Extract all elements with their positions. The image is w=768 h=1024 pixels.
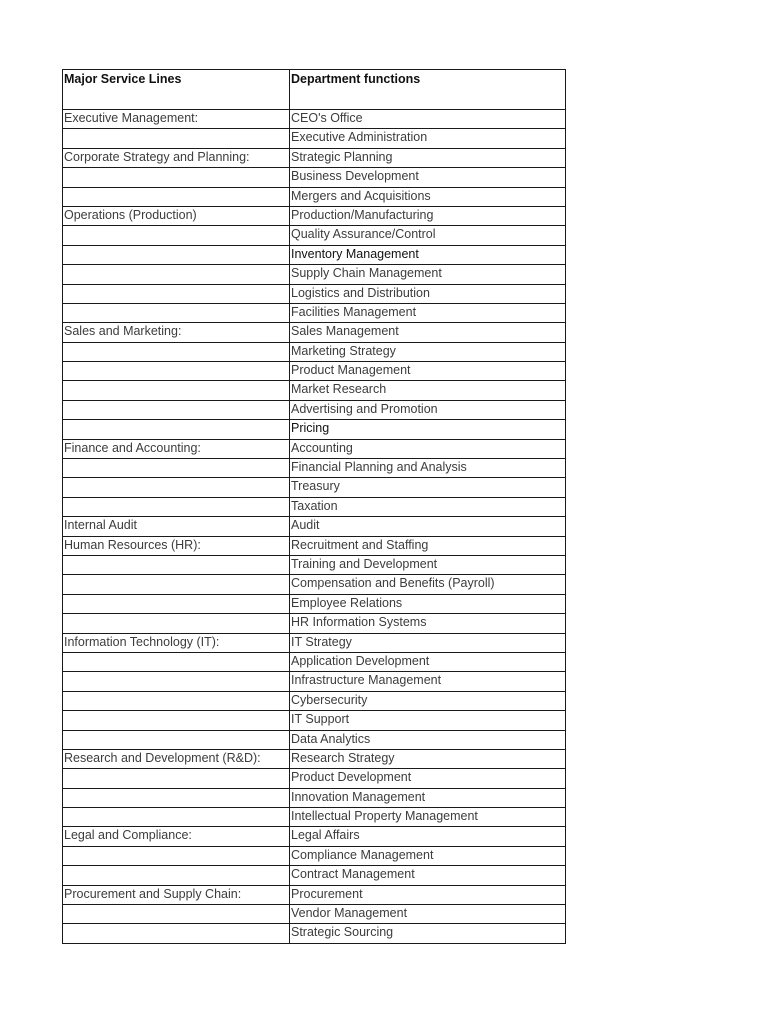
- service-line-cell: [63, 459, 290, 478]
- department-function-cell: Product Management: [290, 362, 566, 381]
- service-line-cell: [63, 303, 290, 322]
- table-row: [63, 808, 566, 827]
- table-row: [63, 536, 566, 555]
- service-line-cell: [63, 691, 290, 710]
- service-line-cell: [63, 846, 290, 865]
- service-line-cell: Internal Audit: [63, 517, 290, 536]
- table-row: [63, 517, 566, 536]
- table-row: [63, 672, 566, 691]
- department-function-cell: Business Development: [290, 168, 566, 187]
- department-function-cell: Taxation: [290, 497, 566, 516]
- table-row: [63, 284, 566, 303]
- table-row: [63, 478, 566, 497]
- table-row: [63, 866, 566, 885]
- department-function-cell: IT Strategy: [290, 633, 566, 652]
- department-function-cell: Accounting: [290, 439, 566, 458]
- service-line-cell: [63, 788, 290, 807]
- service-line-cell: [63, 711, 290, 730]
- service-line-cell: [63, 245, 290, 264]
- header-row: [63, 70, 566, 110]
- service-line-cell: Finance and Accounting:: [63, 439, 290, 458]
- department-function-cell: Facilities Management: [290, 303, 566, 322]
- department-function-cell: Application Development: [290, 652, 566, 671]
- table-row: [63, 691, 566, 710]
- service-line-cell: Research and Development (R&D):: [63, 749, 290, 768]
- department-function-cell: Quality Assurance/Control: [290, 226, 566, 245]
- service-line-cell: [63, 672, 290, 691]
- service-line-cell: Procurement and Supply Chain:: [63, 885, 290, 904]
- department-function-cell: Vendor Management: [290, 905, 566, 924]
- service-line-cell: [63, 420, 290, 439]
- table-row: [63, 769, 566, 788]
- department-function-cell: Treasury: [290, 478, 566, 497]
- department-function-cell: Intellectual Property Management: [290, 808, 566, 827]
- service-line-cell: [63, 594, 290, 613]
- table-row: [63, 594, 566, 613]
- table-row: [63, 265, 566, 284]
- table-row: [63, 381, 566, 400]
- service-line-cell: Executive Management:: [63, 110, 290, 129]
- department-function-cell: Mergers and Acquisitions: [290, 187, 566, 206]
- table-row: [63, 497, 566, 516]
- department-function-cell: Recruitment and Staffing: [290, 536, 566, 555]
- service-line-cell: Human Resources (HR):: [63, 536, 290, 555]
- service-line-cell: [63, 478, 290, 497]
- department-function-cell: Marketing Strategy: [290, 342, 566, 361]
- service-line-cell: [63, 129, 290, 148]
- service-line-cell: [63, 555, 290, 574]
- table-row: [63, 110, 566, 129]
- service-line-cell: Operations (Production): [63, 206, 290, 225]
- service-line-cell: [63, 187, 290, 206]
- service-line-cell: [63, 614, 290, 633]
- table-row: [63, 129, 566, 148]
- header-department-functions: Department functions: [290, 70, 566, 110]
- service-line-cell: [63, 924, 290, 943]
- department-function-cell: Procurement: [290, 885, 566, 904]
- department-function-cell: Compensation and Benefits (Payroll): [290, 575, 566, 594]
- department-function-cell: CEO's Office: [290, 110, 566, 129]
- department-function-cell: Production/Manufacturing: [290, 206, 566, 225]
- table-row: [63, 400, 566, 419]
- table-row: [63, 459, 566, 478]
- department-function-cell: HR Information Systems: [290, 614, 566, 633]
- department-function-cell: IT Support: [290, 711, 566, 730]
- table-row: [63, 711, 566, 730]
- table-row: [63, 827, 566, 846]
- table-row: [63, 245, 566, 264]
- table-row: [63, 342, 566, 361]
- service-line-cell: Sales and Marketing:: [63, 323, 290, 342]
- department-function-cell: Market Research: [290, 381, 566, 400]
- department-function-cell: Audit: [290, 517, 566, 536]
- table-row: [63, 555, 566, 574]
- header-major-service-lines: Major Service Lines: [63, 70, 290, 110]
- service-line-cell: [63, 400, 290, 419]
- table-row: [63, 749, 566, 768]
- department-function-cell: Research Strategy: [290, 749, 566, 768]
- service-line-cell: [63, 381, 290, 400]
- service-line-cell: [63, 284, 290, 303]
- table-row: [63, 633, 566, 652]
- table-row: [63, 206, 566, 225]
- department-function-cell: Inventory Management: [290, 245, 566, 264]
- department-function-cell: Infrastructure Management: [290, 672, 566, 691]
- department-function-cell: Training and Development: [290, 555, 566, 574]
- table-row: [63, 885, 566, 904]
- table-row: [63, 323, 566, 342]
- department-function-cell: Executive Administration: [290, 129, 566, 148]
- department-function-cell: Strategic Sourcing: [290, 924, 566, 943]
- table-row: [63, 575, 566, 594]
- department-function-cell: Employee Relations: [290, 594, 566, 613]
- department-function-cell: Contract Management: [290, 866, 566, 885]
- service-line-cell: [63, 866, 290, 885]
- table-row: [63, 303, 566, 322]
- table-row: [63, 788, 566, 807]
- department-function-cell: Data Analytics: [290, 730, 566, 749]
- table-row: [63, 846, 566, 865]
- department-function-cell: Strategic Planning: [290, 148, 566, 167]
- service-line-cell: [63, 808, 290, 827]
- department-function-cell: Cybersecurity: [290, 691, 566, 710]
- service-line-cell: Legal and Compliance:: [63, 827, 290, 846]
- table-row: [63, 614, 566, 633]
- service-line-cell: [63, 342, 290, 361]
- service-line-cell: [63, 226, 290, 245]
- service-line-cell: [63, 362, 290, 381]
- table-body: [63, 110, 566, 944]
- department-function-cell: Supply Chain Management: [290, 265, 566, 284]
- department-function-cell: Financial Planning and Analysis: [290, 459, 566, 478]
- table-row: [63, 226, 566, 245]
- table-row: [63, 420, 566, 439]
- table-row: [63, 187, 566, 206]
- table-row: [63, 905, 566, 924]
- service-line-cell: Corporate Strategy and Planning:: [63, 148, 290, 167]
- service-line-cell: [63, 497, 290, 516]
- department-function-cell: Sales Management: [290, 323, 566, 342]
- table-row: [63, 924, 566, 943]
- department-function-cell: Compliance Management: [290, 846, 566, 865]
- table-row: [63, 148, 566, 167]
- table-row: [63, 362, 566, 381]
- service-line-cell: [63, 168, 290, 187]
- service-line-cell: [63, 575, 290, 594]
- service-line-cell: [63, 769, 290, 788]
- table-row: [63, 439, 566, 458]
- service-lines-table: [62, 69, 566, 944]
- service-line-cell: [63, 905, 290, 924]
- service-line-cell: [63, 265, 290, 284]
- service-line-cell: [63, 652, 290, 671]
- table-row: [63, 730, 566, 749]
- department-function-cell: Product Development: [290, 769, 566, 788]
- table-row: [63, 652, 566, 671]
- service-line-cell: [63, 730, 290, 749]
- department-function-cell: Logistics and Distribution: [290, 284, 566, 303]
- table-row: [63, 168, 566, 187]
- department-function-cell: Innovation Management: [290, 788, 566, 807]
- department-function-cell: Pricing: [290, 420, 566, 439]
- department-function-cell: Legal Affairs: [290, 827, 566, 846]
- service-line-cell: Information Technology (IT):: [63, 633, 290, 652]
- department-function-cell: Advertising and Promotion: [290, 400, 566, 419]
